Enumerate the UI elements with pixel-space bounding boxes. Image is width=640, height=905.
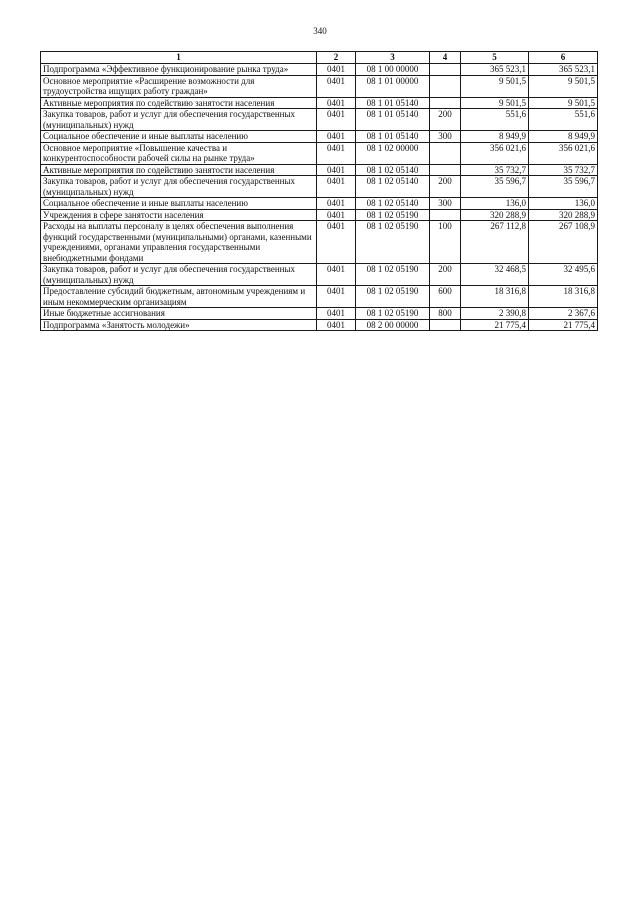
row-csr: 08 1 02 05140 — [356, 176, 430, 198]
row-sum-5: 35 732,7 — [461, 164, 529, 176]
table-row — [41, 264, 598, 286]
row-section: 0401 — [317, 97, 356, 109]
row-csr: 08 1 01 00000 — [356, 75, 430, 97]
row-csr: 08 1 02 05140 — [356, 198, 430, 210]
row-csr: 08 1 01 05140 — [356, 131, 430, 143]
row-section: 0401 — [317, 286, 356, 308]
row-sum-6: 8 949,9 — [529, 131, 598, 143]
row-vr: 200 — [430, 264, 461, 286]
row-sum-6: 35 732,7 — [529, 164, 598, 176]
row-section: 0401 — [317, 308, 356, 320]
row-sum-5: 365 523,1 — [461, 64, 529, 76]
row-sum-5: 136,0 — [461, 198, 529, 210]
row-section: 0401 — [317, 176, 356, 198]
row-vr — [430, 142, 461, 164]
row-section: 0401 — [317, 209, 356, 221]
table-row — [41, 176, 598, 198]
row-section: 0401 — [317, 142, 356, 164]
row-name: Закупка товаров, работ и услуг для обеспечения государственных (муниципальных) нужд — [41, 264, 317, 286]
row-sum-6: 136,0 — [529, 198, 598, 210]
row-sum-5: 35 596,7 — [461, 176, 529, 198]
table-row — [41, 164, 598, 176]
row-sum-6: 267 108,9 — [529, 221, 598, 264]
row-section: 0401 — [317, 164, 356, 176]
row-sum-5: 32 468,5 — [461, 264, 529, 286]
row-csr: 08 1 02 05140 — [356, 164, 430, 176]
row-sum-5: 9 501,5 — [461, 97, 529, 109]
row-csr: 08 1 01 05140 — [356, 97, 430, 109]
row-vr: 300 — [430, 131, 461, 143]
row-csr: 08 1 02 05190 — [356, 308, 430, 320]
row-csr: 08 1 02 05190 — [356, 221, 430, 264]
table-row — [41, 109, 598, 131]
table-row — [41, 64, 598, 76]
row-sum-5: 2 390,8 — [461, 308, 529, 320]
row-name: Закупка товаров, работ и услуг для обеспечения государственных (муниципальных) нужд — [41, 176, 317, 198]
row-section: 0401 — [317, 64, 356, 76]
row-sum-5: 21 775,4 — [461, 319, 529, 331]
row-sum-6: 32 495,6 — [529, 264, 598, 286]
table-row — [41, 142, 598, 164]
row-sum-6: 18 316,8 — [529, 286, 598, 308]
row-sum-5: 9 501,5 — [461, 75, 529, 97]
row-vr — [430, 319, 461, 331]
row-csr: 08 2 00 00000 — [356, 319, 430, 331]
row-section: 0401 — [317, 319, 356, 331]
row-csr: 08 1 01 05140 — [356, 109, 430, 131]
row-vr — [430, 64, 461, 76]
row-sum-6: 320 288,9 — [529, 209, 598, 221]
row-vr: 200 — [430, 176, 461, 198]
row-vr — [430, 164, 461, 176]
row-sum-6: 356 021,6 — [529, 142, 598, 164]
row-name: Активные мероприятия по содействию занятости населения — [41, 97, 317, 109]
header-row — [41, 52, 598, 64]
table-row — [41, 131, 598, 143]
row-sum-6: 2 367,6 — [529, 308, 598, 320]
row-sum-5: 18 316,8 — [461, 286, 529, 308]
table-row — [41, 286, 598, 308]
row-sum-6: 21 775,4 — [529, 319, 598, 331]
row-vr: 300 — [430, 198, 461, 210]
row-sum-6: 35 596,7 — [529, 176, 598, 198]
row-name: Подпрограмма «Занятость молодежи» — [41, 319, 317, 331]
row-sum-5: 356 021,6 — [461, 142, 529, 164]
row-vr: 600 — [430, 286, 461, 308]
table-row — [41, 209, 598, 221]
col-header-2: 2 — [317, 52, 356, 64]
row-section: 0401 — [317, 221, 356, 264]
row-csr: 08 1 02 05190 — [356, 209, 430, 221]
table-row — [41, 221, 598, 264]
row-csr: 08 1 02 00000 — [356, 142, 430, 164]
row-sum-6: 9 501,5 — [529, 75, 598, 97]
row-name: Активные мероприятия по содействию занятости населения — [41, 164, 317, 176]
row-section: 0401 — [317, 198, 356, 210]
row-sum-5: 267 112,8 — [461, 221, 529, 264]
row-name: Социальное обеспечение и иные выплаты населению — [41, 131, 317, 143]
col-header-1: 1 — [41, 52, 317, 64]
row-vr — [430, 209, 461, 221]
row-name: Подпрограмма «Эффективное функционирование рынка труда» — [41, 64, 317, 76]
row-name: Предоставление субсидий бюджетным, автономным учреждениям и иным некоммерческим организациям — [41, 286, 317, 308]
row-section: 0401 — [317, 75, 356, 97]
row-csr: 08 1 02 05190 — [356, 286, 430, 308]
row-name: Основное мероприятие «Расширение возможности для трудоустройства ищущих работу граждан» — [41, 75, 317, 97]
row-name: Закупка товаров, работ и услуг для обеспечения государственных (муниципальных) нужд — [41, 109, 317, 131]
row-name: Учреждения в сфере занятости населения — [41, 209, 317, 221]
page-number: 340 — [313, 26, 327, 36]
row-sum-6: 9 501,5 — [529, 97, 598, 109]
row-csr: 08 1 00 00000 — [356, 64, 430, 76]
col-header-4: 4 — [430, 52, 461, 64]
row-name: Иные бюджетные ассигнования — [41, 308, 317, 320]
row-vr — [430, 97, 461, 109]
row-name: Социальное обеспечение и иные выплаты населению — [41, 198, 317, 210]
row-section: 0401 — [317, 264, 356, 286]
table-row — [41, 97, 598, 109]
table-row — [41, 319, 598, 331]
row-sum-5: 320 288,9 — [461, 209, 529, 221]
col-header-5: 5 — [461, 52, 529, 64]
table-row — [41, 198, 598, 210]
budget-table — [40, 51, 598, 331]
row-vr — [430, 75, 461, 97]
table-row — [41, 75, 598, 97]
row-csr: 08 1 02 05190 — [356, 264, 430, 286]
row-section: 0401 — [317, 109, 356, 131]
col-header-6: 6 — [529, 52, 598, 64]
row-sum-5: 8 949,9 — [461, 131, 529, 143]
row-sum-6: 551,6 — [529, 109, 598, 131]
row-section: 0401 — [317, 131, 356, 143]
row-vr: 800 — [430, 308, 461, 320]
table-row — [41, 308, 598, 320]
row-name: Основное мероприятие «Повышение качества и конкурентоспособности рабочей силы на рынке труда» — [41, 142, 317, 164]
col-header-3: 3 — [356, 52, 430, 64]
row-vr: 100 — [430, 221, 461, 264]
row-vr: 200 — [430, 109, 461, 131]
row-name: Расходы на выплаты персоналу в целях обеспечения выполнения функций государственными (муниципальными) органами, казенными учреждениями, органами управления государственными внебюджетными фондами — [41, 221, 317, 264]
row-sum-6: 365 523,1 — [529, 64, 598, 76]
row-sum-5: 551,6 — [461, 109, 529, 131]
